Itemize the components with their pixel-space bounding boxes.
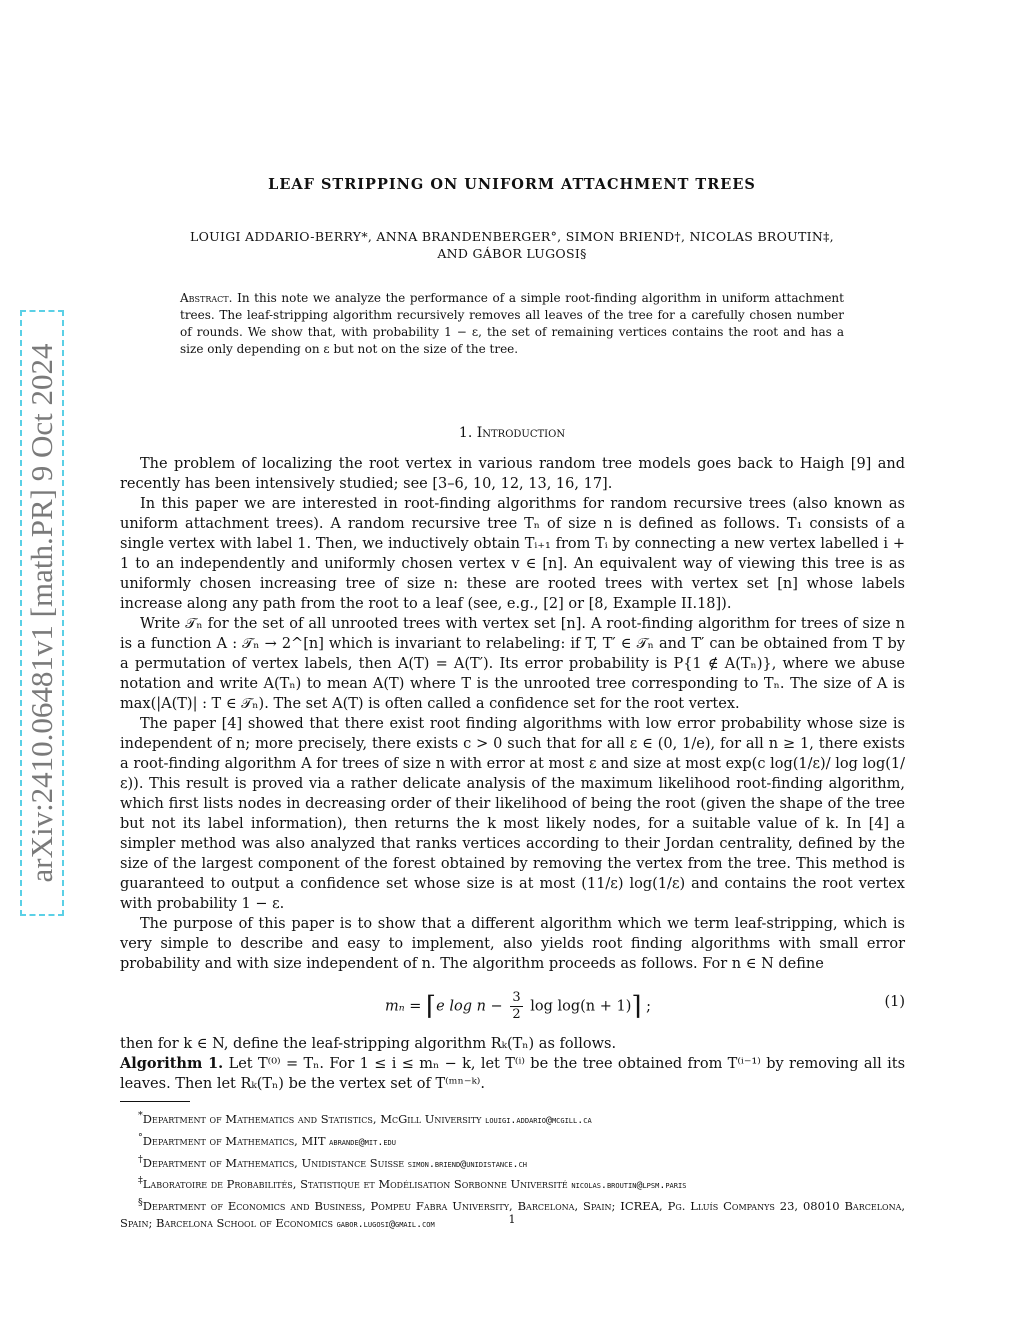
footnote-mark: † (138, 1153, 143, 1165)
equation-number: (1) (884, 994, 905, 1010)
footnote-mark: ° (138, 1131, 143, 1143)
footnote-email[interactable]: abrande@mit.edu (329, 1136, 396, 1148)
equation-lhs: mₙ = (385, 998, 426, 1015)
arxiv-stamp (20, 310, 64, 916)
abstract-label: Abstract. (180, 291, 233, 305)
authors-line-2: AND GÁBOR LUGOSI§ (437, 246, 587, 261)
footnote-affiliation: Laboratoire de Probabilités, Statistique et Modélisation Sorbonne Université (142, 1177, 568, 1192)
author-list (120, 228, 904, 262)
footnote (120, 1129, 905, 1151)
footnote-email[interactable]: nicolas.broutin@lpsm.paris (571, 1180, 687, 1192)
footnote (120, 1151, 905, 1173)
arxiv-identifier: arXiv:2410.06481v1 [math.PR] 9 Oct 2024 (24, 343, 59, 883)
paper-title: LEAF STRIPPING ON UNIFORM ATTACHMENT TREES (268, 176, 756, 193)
footnote-mark: * (138, 1110, 143, 1121)
paragraph: Write 𝒯ₙ for the set of all unrooted trees with vertex set [n]. A root-finding algorithm for trees of size n is a function A : 𝒯ₙ → 2^[n] which is invariant to relabeling: if T, T′ ∈ 𝒯ₙ and T′ can be obtained from T by a permutation of vertex labels, then A(T) = A(T′). Its error probability is P{1 ∉ A(Tₙ)}, where we abuse notation and write A(Tₙ) to mean A(T) where T is the unrooted tree corresponding to Tₙ. The size of A is max(|A(T)| : T ∈ 𝒯ₙ). The set A(T) is often called a confidence set for the root vertex. (120, 616, 905, 712)
paragraph: The purpose of this paper is to show that a different algorithm which we term leaf-stripping, which is very simple to describe and easy to implement, also yields root finding algorithms with small error probability and with size independent of n. The algorithm proceeds as follows. For n ∈ N define (120, 916, 905, 972)
equation-part-1: e log n − (436, 998, 508, 1015)
algorithm-label: Algorithm 1. (120, 1055, 224, 1072)
page-number: 1 (508, 1213, 516, 1226)
authors-line-1: LOUIGI ADDARIO-BERRY*, ANNA BRANDENBERGER°, SIMON BRIEND†, NICOLAS BROUTIN‡, (190, 229, 834, 244)
footnote-mark: ‡ (138, 1175, 143, 1187)
fraction (510, 990, 522, 1023)
algorithm-text: Let T⁽⁰⁾ = Tₙ. For 1 ≤ i ≤ mₙ − k, let T⁽ⁱ⁾ be the tree obtained from T⁽ⁱ⁻¹⁾ by removing all its leaves. Then let Rₖ(Tₙ) be the vertex set of T⁽ᵐⁿ⁻ᵏ⁾. (120, 1056, 906, 1092)
footnote-email[interactable]: simon.briend@unidistance.ch (407, 1158, 528, 1170)
paragraph: The problem of localizing the root vertex in various random tree models goes back to Haigh [9] and recently has been intensively studied; see [3–6, 10, 12, 13, 16, 17]. (120, 456, 905, 492)
equation-end: ; (641, 998, 652, 1015)
paragraph: then for k ∈ N, define the leaf-stripping algorithm Rₖ(Tₙ) as follows. (120, 1036, 617, 1052)
ceil-left: ⌈ (426, 991, 437, 1022)
display-equation (120, 980, 905, 1030)
footnote-email[interactable]: louigi.addario@mcgill.ca (485, 1114, 592, 1126)
footnote-affiliation: Department of Mathematics and Statistics, McGill University (142, 1111, 482, 1126)
footnote (120, 1107, 905, 1129)
footnote-rule (120, 1101, 190, 1102)
equation-formula (385, 990, 651, 1023)
footnote (120, 1172, 905, 1194)
algorithm-block (120, 1054, 905, 1094)
footnote-affiliation: Department of Mathematics, MIT (142, 1133, 326, 1148)
ceil-right: ⌉ (631, 991, 642, 1022)
paragraph: In this paper we are interested in root-finding algorithms for random recursive trees (also known as uniform attachment trees). A random recursive tree Tₙ of size n is defined as follows. T₁ consists of a single vertex with label 1. Then, we inductively obtain Tᵢ₊₁ from Tᵢ by connecting a new vertex labelled i + 1 to an independently and uniformly chosen vertex v ∈ [n]. An equivalent way of viewing this tree is as uniformly chosen increasing tree of size n: these are rooted trees with vertex set [n] whose labels increase along any path from the root to a leaf (see, e.g., [2] or [8, Example II.18]). (120, 496, 905, 612)
footnote-affiliation: Department of Economics and Business, Pompeu Fabra University, Barcelona, Spain; ICREA, Pg. Lluís Companys 23, 08010 Barcelona, Spain; Barcelona School of Economics (120, 1199, 905, 1231)
footnote-mark: § (138, 1197, 143, 1209)
fraction-denominator: 2 (512, 1007, 521, 1022)
fraction-numerator: 3 (512, 990, 521, 1005)
footnote-affiliation: Department of Mathematics, Unidistance Suisse (142, 1155, 405, 1170)
abstract-text: In this note we analyze the performance of a simple root-finding algorithm in uniform attachment trees. The leaf-stripping algorithm recursively removes all leaves of the tree for a carefully chosen number of rounds. We show that, with probability 1 − ε, the set of remaining vertices contains the root and has a size only depending on ε but not on the size of the tree. (180, 291, 844, 356)
section-heading (0, 425, 1024, 441)
section-title: 1. Introduction (458, 425, 566, 441)
equation-part-2: log log(n + 1) (525, 998, 632, 1015)
body-text (120, 454, 905, 1094)
paragraph: The paper [4] showed that there exist root finding algorithms with low error probability whose size is independent of n; more precisely, there exists c > 0 such that for all ε ∈ (0, 1/e), for all n ≥ 1, there exists a root-finding algorithm A for trees of size n with error at most ε and size at most exp(c log(1/ε)/ log log(1/ε)). This result is proved via a rather delicate analysis of the maximum likelihood root-finding algorithm, which first lists nodes in decreasing order of their likelihood of being the root (given the shape of the tree but not its label information), then returns the k most likely nodes, for a suitable value of k. In [4] a simpler method was also analyzed that ranks vertices according to their Jordan centrality, defined by the size of the largest component of the forest obtained by removing the vertex from the tree. This method is guaranteed to output a confidence set whose size is at most (11/ε) log(1/ε) and contains the root vertex with probability 1 − ε. (120, 716, 905, 912)
abstract (180, 290, 844, 358)
footnote-email[interactable]: gabor.lugosi@gmail.com (336, 1219, 435, 1231)
